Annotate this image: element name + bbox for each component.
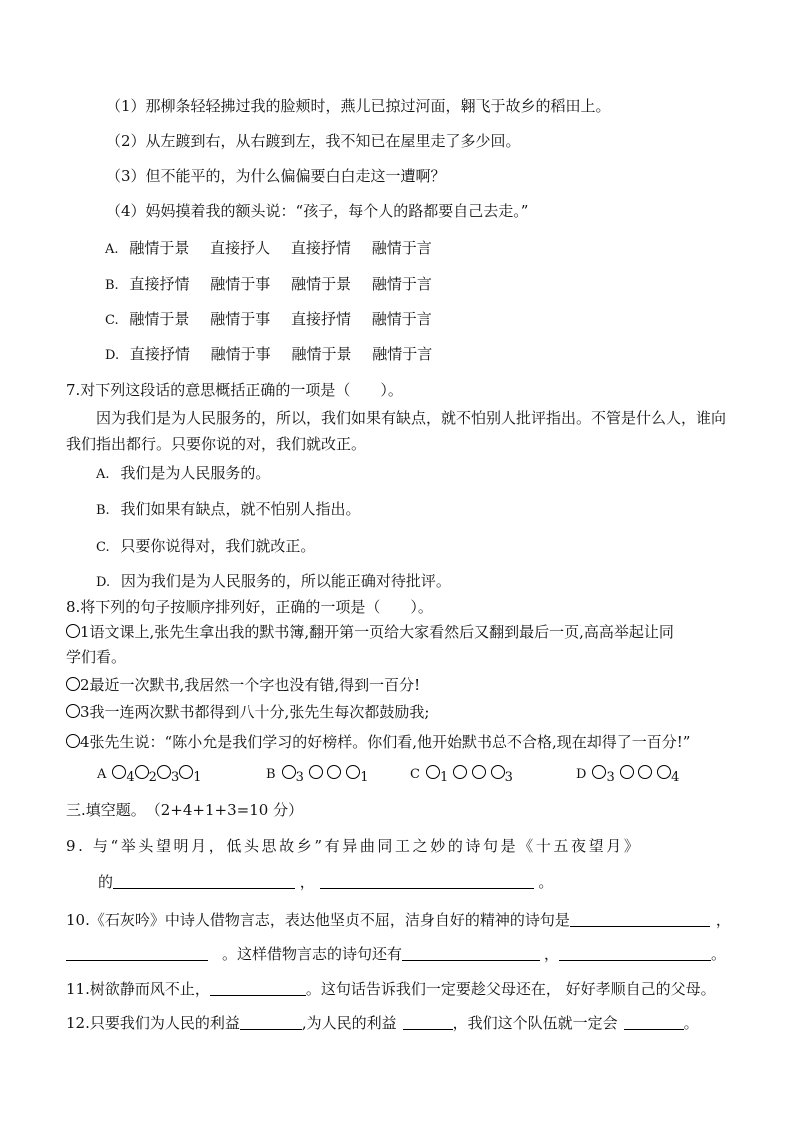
- option-text: 我们是为人民服务的。: [120, 464, 271, 482]
- q6-option-b[interactable]: [105, 274, 432, 296]
- q6-option-d[interactable]: [105, 344, 432, 366]
- text: 。: [683, 1014, 699, 1032]
- text: ，: [299, 873, 315, 891]
- option-label: A.: [96, 467, 110, 482]
- circle-icon: [309, 765, 323, 779]
- circle-icon: [638, 765, 652, 779]
- option-label: D: [576, 767, 587, 782]
- circle-icon: [346, 765, 360, 779]
- circle-icon: [112, 765, 126, 779]
- q6-option-a[interactable]: [105, 238, 432, 260]
- option-label: D.: [96, 575, 111, 590]
- sub-number: 3: [170, 770, 180, 785]
- option-label: A.: [105, 242, 119, 257]
- text: 。: [711, 945, 727, 963]
- q9-answer-line: [98, 872, 553, 892]
- option-part: 直接抒人: [210, 239, 271, 257]
- option-text: 因为我们是为人民服务的，所以能正确对待批评。: [120, 572, 451, 590]
- sub-number: 4: [126, 770, 135, 785]
- q8-option-d[interactable]: [576, 763, 679, 788]
- q8-stem: 8.将下列的句子按顺序排列好，正确的一项是（ ）。: [66, 598, 433, 616]
- sub-number: 4: [671, 770, 680, 785]
- q6-item-4: （4）妈妈摸着我的额头说：“孩子，每个人的路都要自己去走。”: [106, 202, 529, 220]
- q9-stem: 9. 与“举头望明月，低头思故乡”有异曲同工之妙的诗句是《十五夜望月》: [66, 837, 642, 855]
- q7-option-c[interactable]: [96, 536, 315, 558]
- option-part: 融情于景: [291, 275, 352, 293]
- q10-blank-2[interactable]: [66, 944, 208, 961]
- q12-blank-2[interactable]: [403, 1013, 453, 1030]
- q11-blank[interactable]: [210, 979, 306, 996]
- sub-number: 1: [193, 770, 202, 785]
- circle-icon: [620, 765, 634, 779]
- q6-item-1: （1）那柳条轻轻拂过我的脸颊时，燕儿已掠过河面，翱飞于故乡的稻田上。: [106, 97, 611, 115]
- option-part: 融情于景: [291, 345, 352, 363]
- q10-blank-4[interactable]: [559, 944, 711, 961]
- option-part: 融情于事: [210, 345, 271, 363]
- option-label: D.: [105, 348, 120, 363]
- option-part: 融情于言: [371, 310, 432, 328]
- circle-marker-icon: [66, 734, 80, 748]
- q9-blank-1[interactable]: [113, 872, 295, 889]
- q8-sentence-4: [66, 732, 690, 752]
- circle-icon: [157, 765, 171, 779]
- circle-icon: [657, 765, 671, 779]
- sub-number: 3: [504, 770, 513, 785]
- q7-option-d[interactable]: [96, 571, 451, 593]
- option-label: B: [266, 767, 276, 782]
- circle-marker-icon: [66, 677, 80, 691]
- option-part: 直接抒情: [129, 275, 190, 293]
- option-label: B.: [96, 503, 110, 518]
- q9-blank-2[interactable]: [320, 872, 534, 889]
- option-text: 只要你说得对，我们就改正。: [120, 537, 316, 555]
- option-part: 融情于言: [372, 345, 433, 363]
- q6-item-2: （2）从左踱到右，从右踱到左，我不知已在屋里走了多少回。: [106, 132, 521, 150]
- option-part: 融情于事: [210, 310, 271, 328]
- q8-sentence-3: [66, 702, 429, 722]
- circle-marker-icon: [66, 624, 80, 638]
- option-label: C.: [96, 540, 110, 555]
- option-label: A: [97, 767, 107, 782]
- text: 。这样借物言志的诗句还有: [222, 945, 403, 963]
- sub-number: 3: [295, 770, 304, 785]
- circle-marker-icon: [66, 704, 80, 718]
- section-3-heading: 三.填空题。 （2+4+1+3=10 分）: [66, 801, 304, 819]
- text: ,为人民的利益: [301, 1014, 397, 1032]
- circle-icon: [491, 765, 505, 779]
- circle-icon: [179, 765, 193, 779]
- q12-blank-3[interactable]: [624, 1013, 684, 1030]
- option-part: 融情于景: [129, 239, 190, 257]
- q7-option-b[interactable]: [96, 499, 360, 521]
- sub-number: 1: [360, 770, 369, 785]
- option-label: B.: [105, 278, 119, 293]
- q8-option-c[interactable]: [410, 763, 513, 788]
- q10-blank-3[interactable]: [402, 944, 540, 961]
- text: 。: [538, 873, 554, 891]
- option-part: 融情于言: [371, 239, 432, 257]
- sentence-text: 2最近一次默书,我居然一个字也没有错,得到一百分!: [80, 676, 421, 694]
- q7-stem: 7.对下列这段话的意思概括正确的一项是（ ）。: [66, 381, 403, 399]
- circle-icon: [453, 765, 467, 779]
- text: 。这句话告诉我们一定要趁父母还在， 好好孝顺自己的父母。: [305, 980, 716, 998]
- q10-stem: [66, 910, 731, 930]
- option-part: 直接抒情: [129, 345, 190, 363]
- q10-blank-1[interactable]: [570, 910, 710, 927]
- sentence-text: 4张先生说：“陈小允是我们学习的好榜样。你们看,他开始默书总不合格,现在却得了一百分!”: [80, 733, 691, 751]
- sub-number: 1: [439, 770, 449, 785]
- text: ，: [544, 945, 560, 963]
- option-text: 我们如果有缺点，就不怕别人指出。: [120, 500, 361, 518]
- circle-icon: [472, 765, 486, 779]
- q7-option-a[interactable]: [96, 463, 270, 485]
- q8-option-a[interactable]: [97, 763, 202, 788]
- q10-line-2: [66, 944, 726, 964]
- sentence-text: 1语文课上,张先生拿出我的默书簿,翻开第一页给大家看然后又翻到最后一页,高高举起让同: [80, 623, 674, 641]
- text: 10.《石灰吟》中诗人借物言志，表达他坚贞不屈，洁身自好的精神的诗句是: [66, 911, 570, 929]
- circle-icon: [135, 765, 149, 779]
- option-part: 融情于言: [371, 275, 432, 293]
- q12-blank-1[interactable]: [240, 1013, 302, 1030]
- circle-icon: [282, 765, 296, 779]
- q11: [66, 979, 716, 999]
- option-part: 融情于景: [129, 310, 190, 328]
- text: ，我们这个队伍就一定会: [452, 1014, 618, 1032]
- option-label: C.: [105, 313, 119, 328]
- q6-item-3: （3）但不能平的，为什么偏偏要白白走这一遭啊？: [106, 167, 446, 185]
- q6-option-c[interactable]: [105, 309, 432, 331]
- q8-sentence-1: [66, 622, 674, 642]
- text: 的: [98, 873, 114, 891]
- circle-icon: [327, 765, 341, 779]
- q8-sentence-1-cont: 学们看。: [66, 648, 127, 666]
- text: ，: [715, 911, 731, 929]
- q8-sentence-2: [66, 675, 420, 695]
- circle-icon: [426, 765, 440, 779]
- sub-number: 2: [148, 770, 157, 785]
- circle-icon: [592, 765, 606, 779]
- sub-number: 3: [606, 770, 615, 785]
- text: 11.树欲静而风不止，: [66, 980, 210, 998]
- sentence-text: 3我一连两次默书都得到八十分,张先生每次都鼓励我;: [80, 703, 430, 721]
- option-part: 直接抒情: [290, 239, 351, 257]
- q12: [66, 1013, 699, 1033]
- option-part: 融情于事: [210, 275, 271, 293]
- q7-passage: 因为我们是为人民服务的，所以，我们如果有缺点，就不怕别人批评指出。不管是什么人，谁向我们指出都行。只要你说的对，我们就改正。: [66, 409, 727, 453]
- option-part: 直接抒情: [291, 310, 352, 328]
- option-label: C: [410, 767, 420, 782]
- text: 12.只要我们为人民的利益: [66, 1014, 240, 1032]
- q8-option-b[interactable]: [266, 763, 368, 788]
